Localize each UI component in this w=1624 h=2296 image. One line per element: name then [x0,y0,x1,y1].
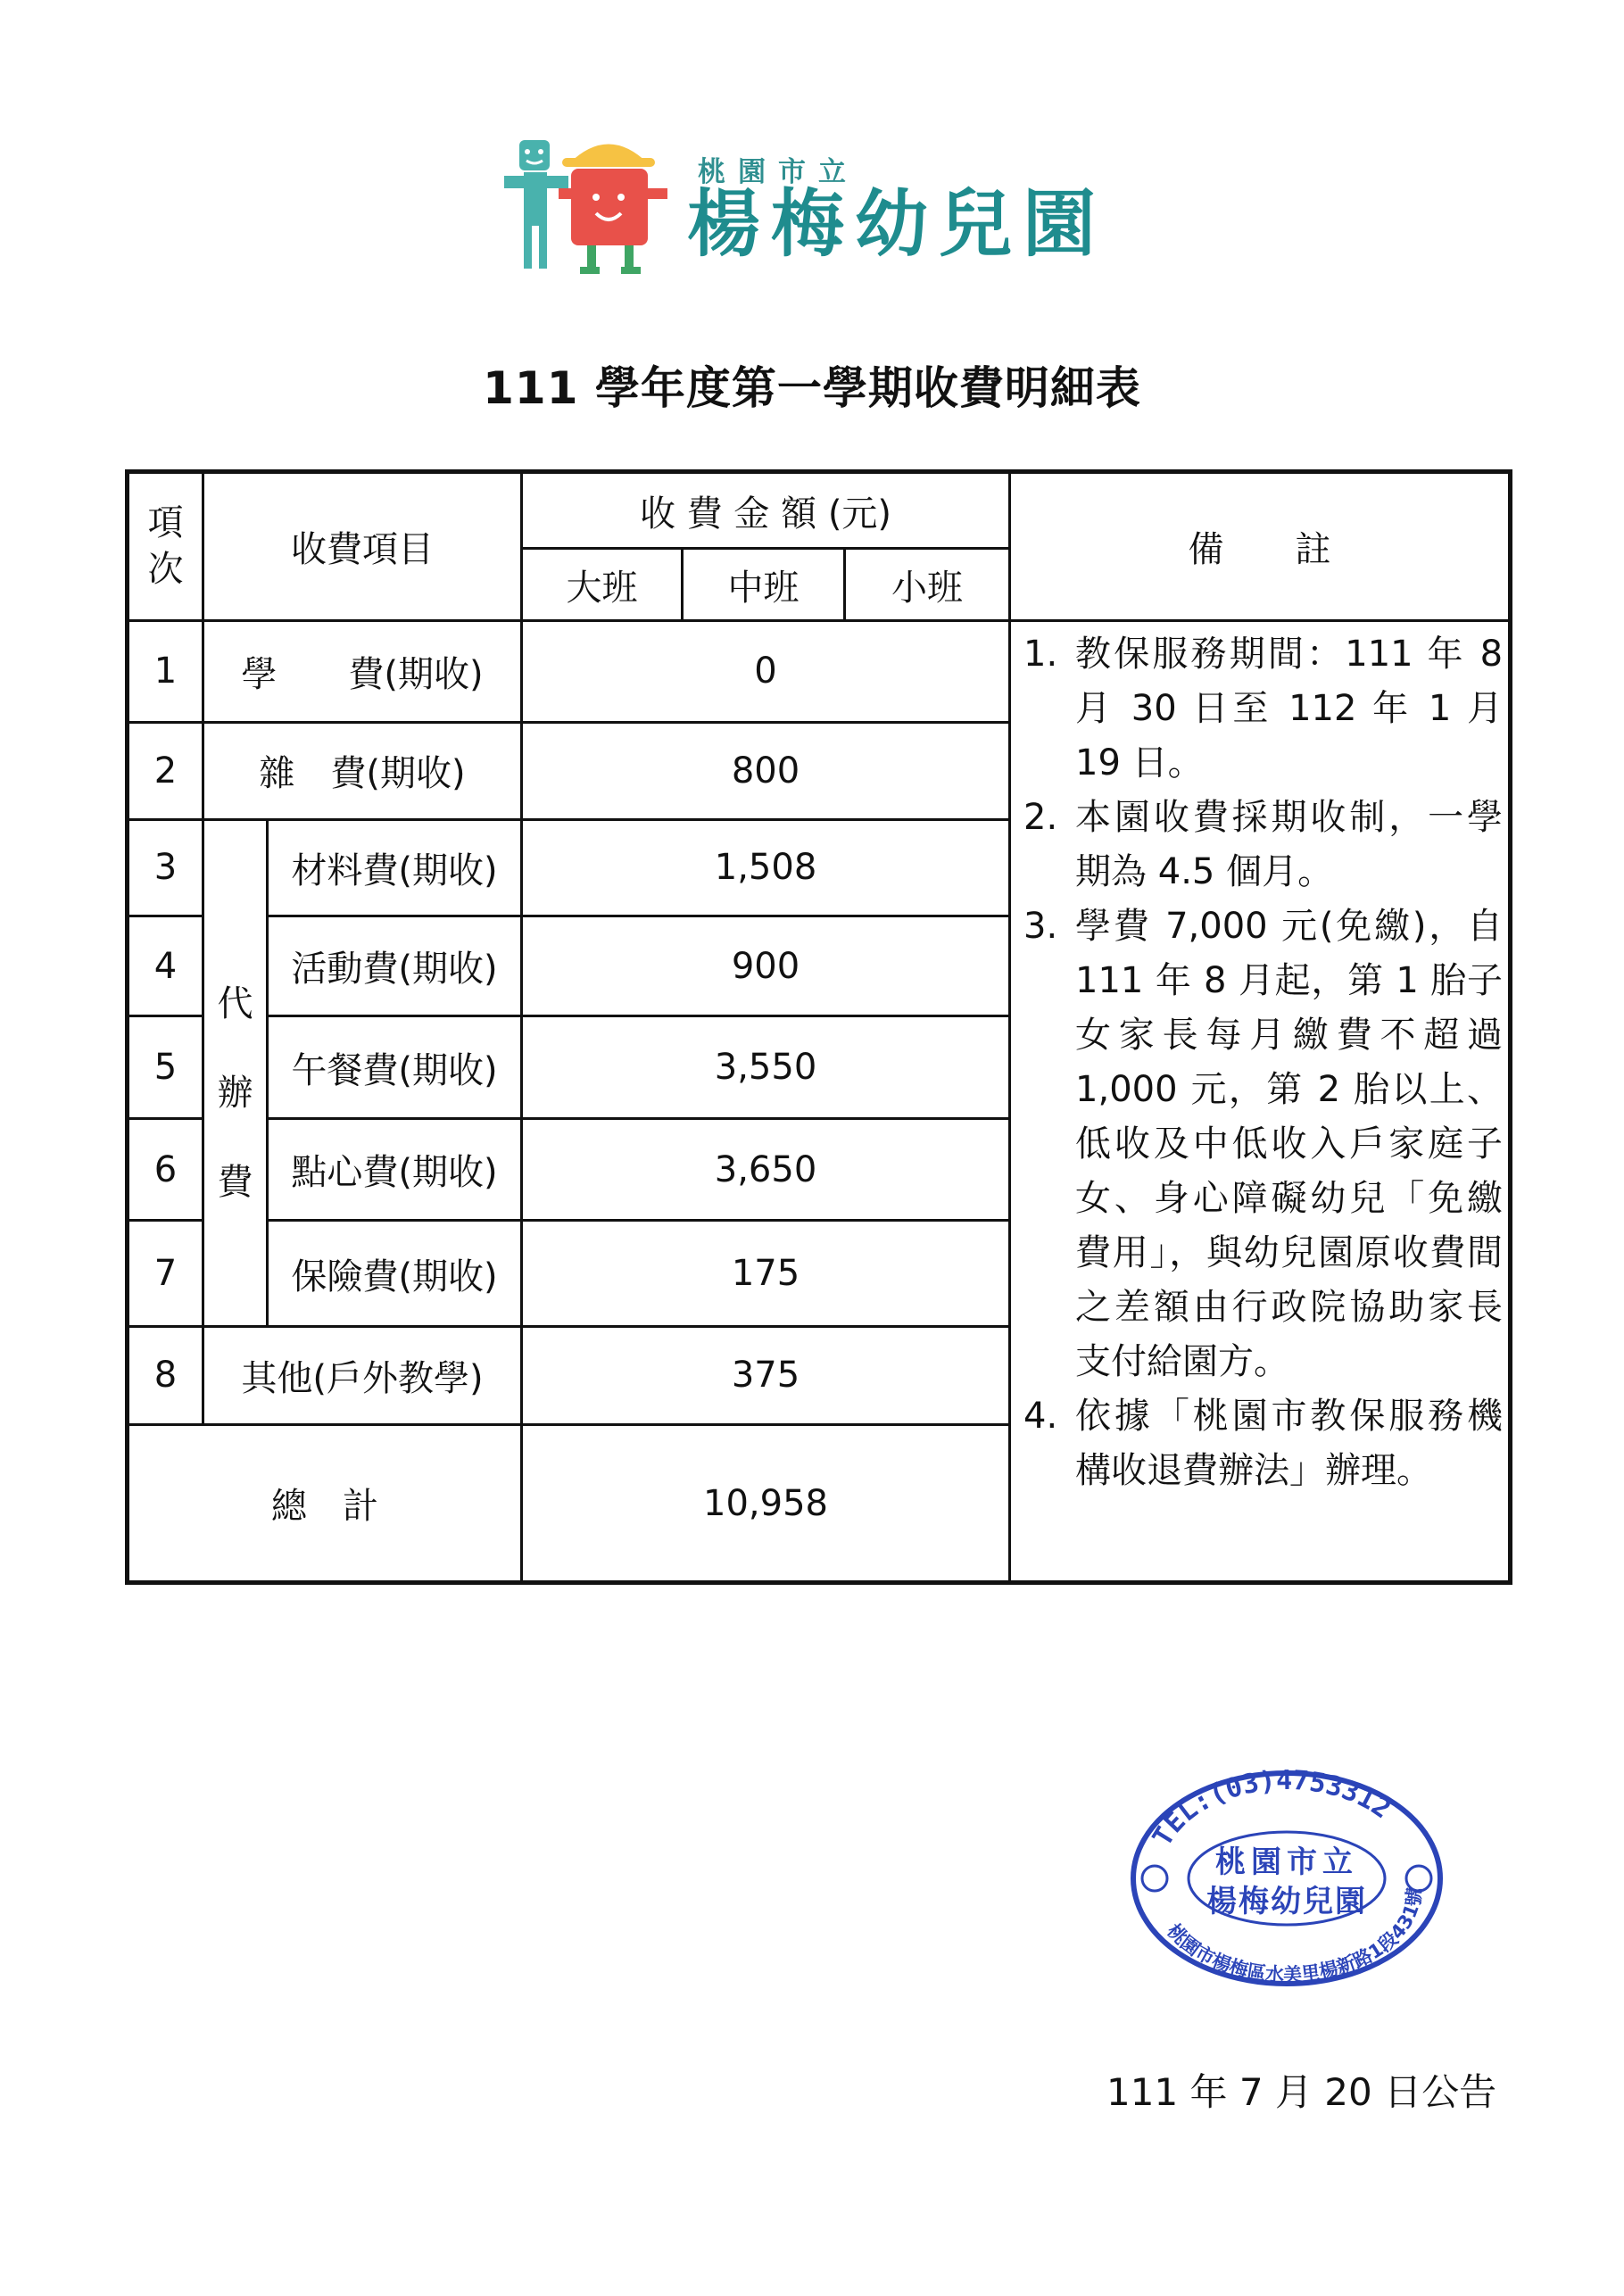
row-amount: 375 [522,1326,1010,1424]
row-amount: 0 [522,620,1010,722]
note-text: 依據「桃園市教保服務機構收退費辦法」辦理。 [1075,1395,1504,1491]
seal-tel [1147,1767,1396,1852]
row-item: 其他(戶外教學) [203,1326,522,1424]
row-amount: 800 [522,723,1010,819]
notes-cell [1010,620,1511,1582]
note-number: 4. [1023,1395,1058,1437]
note-item [1023,627,1503,791]
row-item: 午餐費(期收) [268,1016,522,1118]
note-number: 3. [1023,905,1058,947]
logo-school-name: 楊梅幼兒園 [687,182,1107,267]
note-item [1023,1389,1503,1498]
header-item: 收費項目 [203,472,522,621]
header-index [128,472,203,621]
header-amount: 收 費 金 額 (元) [522,472,1010,549]
header-grade-middle: 中班 [683,549,845,620]
seal-line2: 楊梅幼兒園 [1206,1884,1367,1919]
row-index: 1 [128,620,203,722]
fee-table [125,469,1512,1585]
row-amount: 900 [522,916,1010,1015]
note-text: 教保服務期間：111 年 8 月 30 日至 112 年 1 月 19 日。 [1075,633,1504,783]
group-label-char: 辦 [217,1073,253,1115]
note-item [1023,791,1503,899]
row-index: 5 [128,1016,203,1118]
row-item: 活動費(期收) [268,916,522,1015]
header-grade-small: 小班 [845,549,1010,620]
row-item: 材料費(期收) [268,819,522,916]
group-label-char: 代 [217,983,253,1025]
note-number: 2. [1023,796,1058,838]
row-index: 4 [128,916,203,1015]
announce-date: 111 年 7 月 20 日公告 [1106,2070,1497,2114]
row-item: 學 費(期收) [203,620,522,722]
row-item: 點心費(期收) [268,1118,522,1220]
group-label-cell [203,819,268,1326]
row-amount: 3,650 [522,1118,1010,1220]
note-item [1023,899,1503,1389]
notes-list [1023,627,1503,1498]
row-index: 2 [128,723,203,819]
total-amount: 10,958 [522,1425,1010,1583]
children-mascot-icon [500,120,678,290]
note-text: 本園收費採期收制，一學期為 4.5 個月。 [1075,796,1504,892]
seal-tel-path: TEL:(03)4753312 [1147,1767,1396,1853]
school-logo [500,120,1124,290]
row-amount: 1,508 [522,819,1010,916]
row-item: 保險費(期收) [268,1221,522,1326]
row-index: 8 [128,1326,203,1424]
page-title: 111 學年度第一學期收費明細表 [483,362,1141,414]
note-number: 1. [1023,633,1058,675]
header-index-label: 項次 [147,502,184,591]
row-index: 3 [128,819,203,916]
note-text: 學費 7,000 元(免繳)，自 111 年 8 月起，第 1 胎子女家長每月繳費不超過 1,000 元，第 2 胎以上、低收及中低收入戶家庭子女、身心障礙幼兒「免繳費用」，與幼兒園原收費間之差額由行政院協助家長支付給園方。 [1075,905,1504,1382]
total-label: 總 計 [128,1425,522,1583]
row-amount: 175 [522,1221,1010,1326]
seal-address-path: 桃園市楊梅區水美里楊新路1段431號 [1163,1886,1426,1986]
table-row [128,620,1511,722]
row-index: 6 [128,1118,203,1220]
logo-org-label: 桃園市立 [698,156,858,188]
official-seal [1126,1767,1447,1990]
row-amount: 3,550 [522,1016,1010,1118]
row-item: 雜 費(期收) [203,723,522,819]
seal-line1: 桃園市立 [1215,1844,1358,1880]
header-notes: 備 註 [1010,472,1511,621]
row-index: 7 [128,1221,203,1326]
group-label-char: 費 [217,1162,253,1204]
header-grade-large: 大班 [522,549,683,620]
